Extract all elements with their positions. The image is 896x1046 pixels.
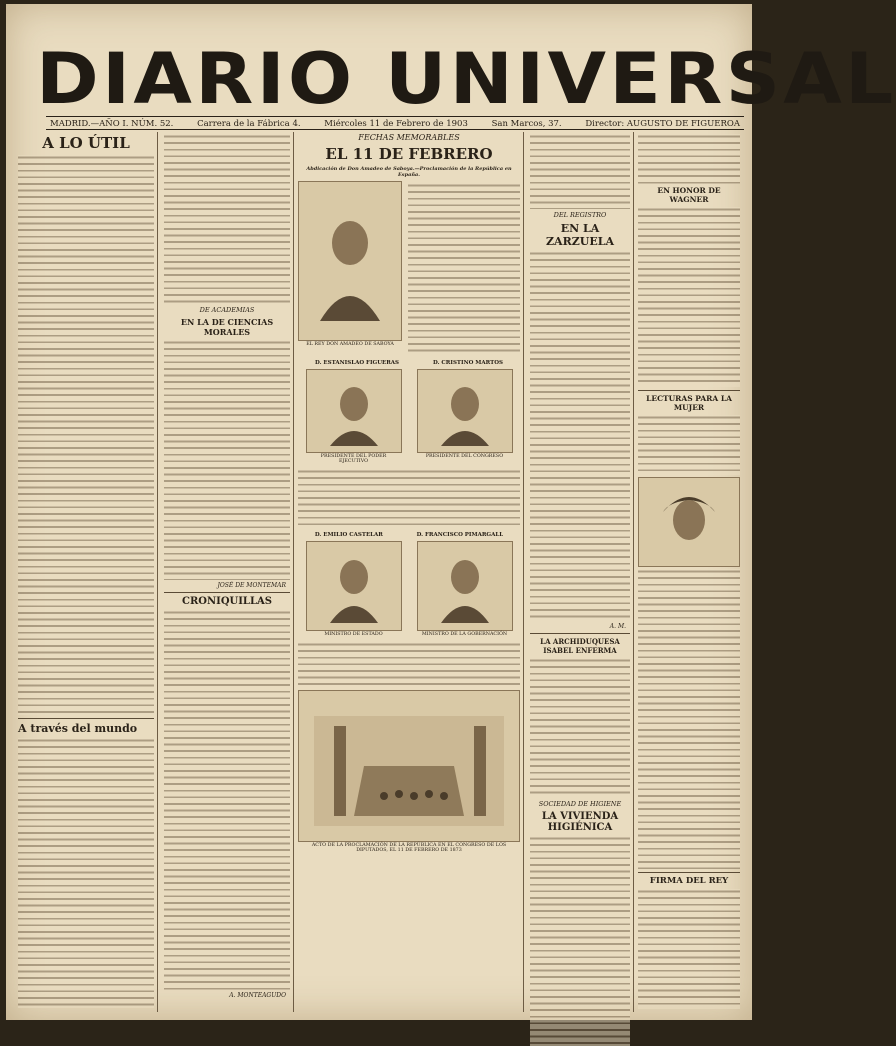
article-body — [530, 836, 630, 1046]
dateline-branch: San Marcos, 37. — [491, 119, 562, 129]
article-body — [530, 134, 630, 209]
section-kicker: SOCIEDAD DE HIGIENE — [538, 800, 622, 808]
article-title-a-traves-del-mundo: A través del mundo — [18, 722, 138, 735]
name-martos: D. CRISTINO MARTOS — [433, 360, 503, 366]
illustration-congress — [298, 690, 520, 842]
newspaper-page — [6, 4, 896, 1020]
dateline — [46, 116, 744, 130]
column-4 — [530, 132, 630, 1012]
section-title-firma-del-rey: FIRMA DEL REY — [649, 876, 729, 886]
article-body — [638, 134, 740, 184]
feature-subtitle: Abdicación de Don Amadeo de Saboya.—Proclamación de la República en España. — [306, 166, 512, 178]
name-pimargal: D. FRANCISCO PIMARGALL — [416, 532, 504, 538]
signature: JOSÉ DE MONTEMAR — [217, 582, 286, 589]
section-title-croniquillas: CRONIQUILLAS — [182, 596, 272, 607]
article-body — [18, 738, 154, 1008]
section-title-wagner: EN HONOR DE WAGNER — [657, 186, 721, 204]
portrait-martos — [417, 369, 513, 453]
portrait-figueras — [306, 369, 402, 453]
article-body — [530, 658, 630, 798]
portrait-amadeo — [298, 181, 402, 341]
signature: A. MONTEAGUDO — [229, 992, 286, 999]
dateline-address: Carrera de la Fábrica 4. — [197, 119, 301, 129]
dateline-director: Director: AUGUSTO DE FIGUEROA — [585, 119, 740, 129]
section-title-ciencias-morales: EN LA DE CIENCIAS MORALES — [180, 317, 274, 337]
section-kicker: DEL REGISTRO — [553, 211, 607, 219]
signature: A. M. — [609, 623, 626, 630]
section-title-vivienda: LA VIVIENDA HIGIÉNICA — [541, 811, 619, 833]
caption-amadeo: EL REY DON AMADEO DE SABOYA — [306, 342, 394, 347]
article-title-a-lo-util: A LO ÚTIL — [42, 134, 130, 152]
section-title-lecturas: LECTURAS PARA LA MUJER — [646, 394, 732, 412]
portrait-pimargal — [417, 541, 513, 631]
article-body — [638, 569, 740, 869]
article-body — [164, 340, 290, 580]
column-3 — [298, 132, 520, 1012]
section-kicker: DE ACADEMIAS — [199, 306, 255, 314]
dateline-place: MADRID.—AÑO I. NÚM. 52. — [50, 119, 174, 129]
article-body — [638, 415, 740, 475]
caption-figueras-role: PRESIDENTE DEL PODER EJECUTIVO — [320, 454, 387, 464]
caption-castelar-role: MINISTRO DE ESTADO — [324, 632, 383, 637]
masthead-title: DIARIO UNIVERSAL — [36, 38, 896, 120]
article-body — [298, 469, 520, 529]
column-2 — [164, 132, 290, 1012]
article-body — [530, 251, 630, 621]
column-1 — [18, 132, 154, 1012]
caption-congress: ACTO DE LA PROCLAMACIÓN DE LA REPÚBLICA EN EL CONGRESO DE LOS DIPUTADOS, EL 11 DE FEBRERO DE 1873 — [311, 843, 507, 853]
article-body — [638, 889, 740, 1009]
name-castelar: D. EMILIO CASTELAR — [314, 532, 383, 538]
article-body — [408, 183, 520, 353]
portrait-castelar — [306, 541, 402, 631]
article-body — [164, 610, 290, 990]
caption-martos-role: PRESIDENTE DEL CONGRESO — [425, 454, 504, 459]
article-body — [638, 207, 740, 387]
section-title-zarzuela: EN LA ZARZUELA — [546, 222, 614, 248]
caption-pimargal-role: MINISTRO DE LA GOBERNACIÓN — [421, 632, 508, 637]
column-5 — [638, 132, 740, 1012]
feature-title: EL 11 DE FEBRERO — [325, 145, 493, 163]
article-body — [164, 134, 290, 304]
name-figueras: D. ESTANISLAO FIGUERAS — [315, 360, 400, 366]
section-title-archiduquesa: LA ARCHIDUQUESA ISABEL ENFERMA — [540, 637, 620, 655]
illustration-woman — [638, 477, 740, 567]
article-body — [298, 642, 520, 688]
dateline-date: Miércoles 11 de Febrero de 1903 — [324, 119, 468, 129]
feature-kicker: FECHAS MEMORABLES — [358, 133, 460, 142]
article-body — [18, 155, 154, 715]
